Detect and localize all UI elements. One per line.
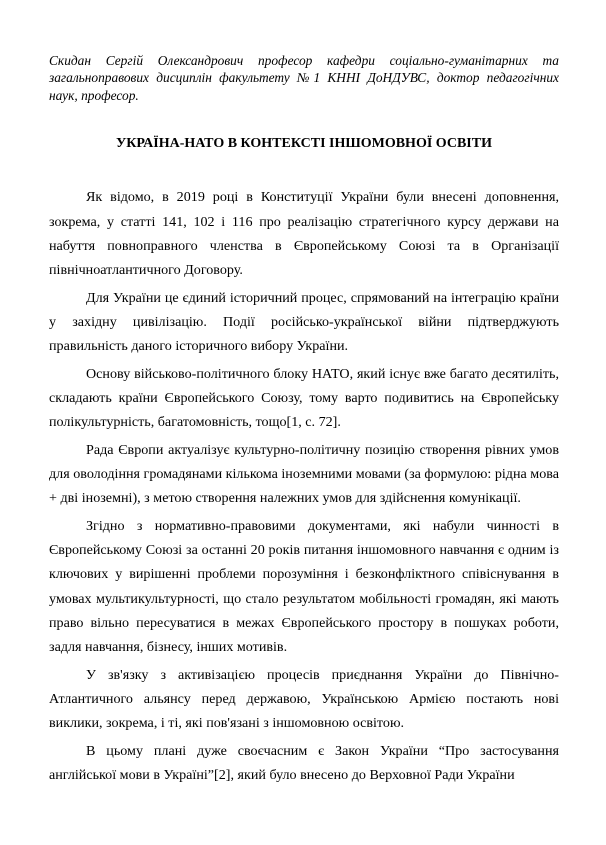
- paragraph: У зв'язку з активізацією процесів приєднання України до Північно-Атлантичного альянсу перед державою, Українською Армією постають нові виклики, зокрема, і ті, які пов'язані з іншомовною освітою.: [49, 666, 559, 732]
- paragraph: В цьому плані дуже своєчасним є Закон України “Про застосування англійської мови в Україні”[2], який було внесено до Верховної Ради України: [49, 742, 559, 784]
- paragraph: Для України це єдиний історичний процес, спрямований на інтеграцію країни у західну цивілізацію. Події російсько-української війни підтверджують правильність даного історичного вибору України.: [49, 289, 559, 355]
- author-note: Скидан Сергій Олександрович професор кафедри соціально-гуманітарних та загальноправових дисциплін факультету №1 КННІ ДоНДУВС, доктор педагогічних наук, професор.: [49, 53, 559, 103]
- article-title: УКРАЇНА-НАТО В КОНТЕКСТІ ІНШОМОВНОЇ ОСВІТИ: [116, 136, 492, 152]
- paragraph: Згідно з нормативно-правовими документами, які набули чинності в Європейському Союзі за останні 20 років питання іншомовного навчання є одним із ключових у вирішенні проблеми порозуміння і безконфліктного співіснування в умовах мультикультурності, що стало результатом мобільності громадян, які мають право вільно пересуватися в межах Європейського простору в пошуках роботи, задля навчання, бізнесу, інших мотивів.: [49, 517, 559, 656]
- paragraph: Рада Європи актуалізує культурно-політичну позицію створення рівних умов для оволодіння громадянами кількома іноземними мовами (за формулою: рідна мова + дві іноземні), з метою створення належних умов для здійснення комунікації.: [49, 441, 559, 507]
- article-body: [49, 185, 559, 787]
- document-page: [49, 52, 559, 791]
- paragraph: Як відомо, в 2019 році в Конституції України були внесені доповнення, зокрема, у статті 141, 102 і 116 про реалізацію стратегічного курсу держави на набуття повноправного членства в Європейському Союзі та в Організації північноатлантичного Договору.: [49, 189, 559, 279]
- paragraph: Основу військово-політичного блоку НАТО, який існує вже багато десятиліть, складають країни Європейського Союзу, тому варто подивитись на Європейську полікультурність, багатомовність, тощо[1, с. 72].: [49, 365, 559, 431]
